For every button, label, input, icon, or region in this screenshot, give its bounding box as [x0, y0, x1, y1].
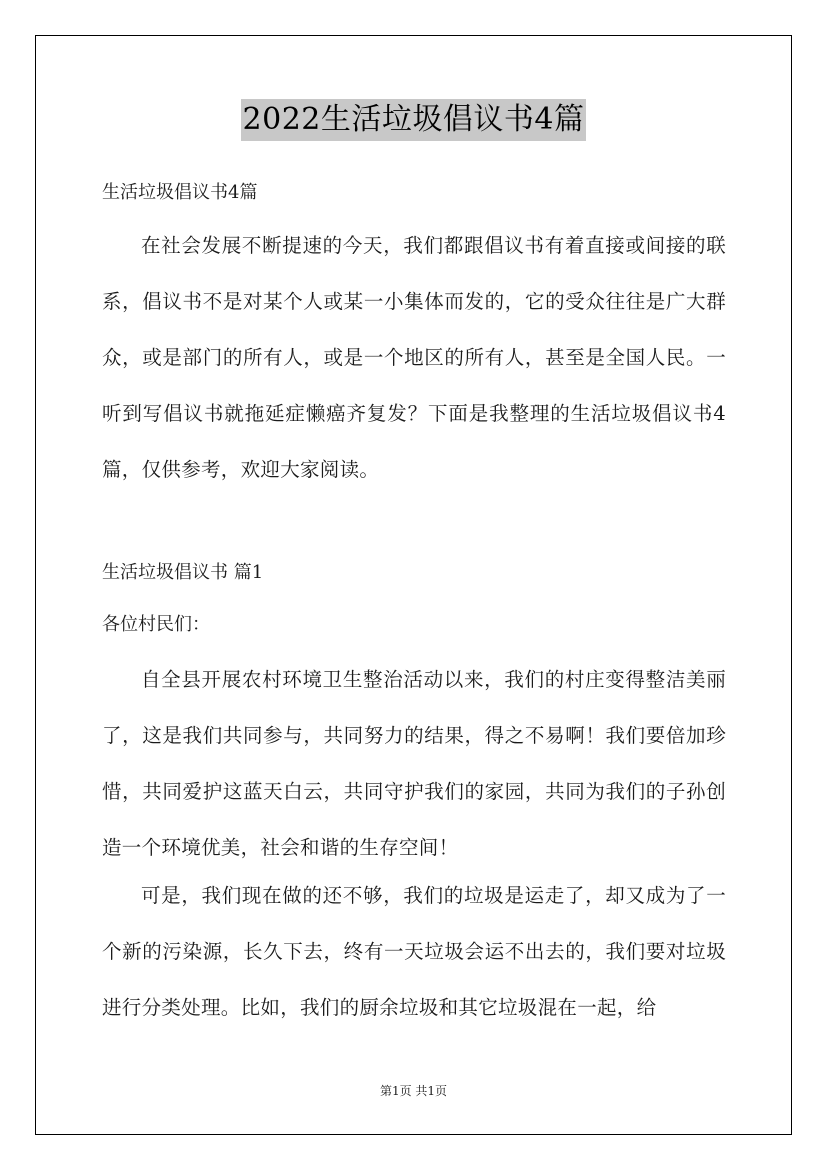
- document-subtitle: 生活垃圾倡议书4篇: [102, 182, 258, 203]
- title-container: [0, 99, 827, 141]
- body-paragraph-1: 自全县开展农村环境卫生整治活动以来，我们的村庄变得整洁美丽了，这是我们共同参与，共同努力的结果，得之不易啊！我们要倍加珍惜，共同爱护这蓝天白云，共同守护我们的家园，共同为我们的子孙创造一个环境优美，社会和谐的生存空间！: [102, 668, 726, 859]
- body-paragraph-2: 可是，我们现在做的还不够，我们的垃圾是运走了，却又成为了一个新的污染源，长久下去，终有一天垃圾会运不出去的，我们要对垃圾进行分类处理。比如，我们的厨余垃圾和其它垃圾混在一起，给: [102, 884, 726, 1019]
- section-heading: 生活垃圾倡议书 篇1: [102, 562, 264, 583]
- intro-paragraph: 在社会发展不断提速的今天，我们都跟倡议书有着直接或间接的联系，倡议书不是对某个人或某一小集体而发的，它的受众往往是广大群众，或是部门的所有人，或是一个地区的所有人，甚至是全国人民。一听到写倡议书就拖延症懒癌齐复发？下面是我整理的生活垃圾倡议书4篇，仅供参考，欢迎大家阅读。: [102, 234, 726, 481]
- salutation: 各位村民们：: [102, 614, 210, 635]
- document-title: 2022生活垃圾倡议书4篇: [241, 99, 587, 141]
- page-footer: 第1页 共1页: [379, 1084, 448, 1098]
